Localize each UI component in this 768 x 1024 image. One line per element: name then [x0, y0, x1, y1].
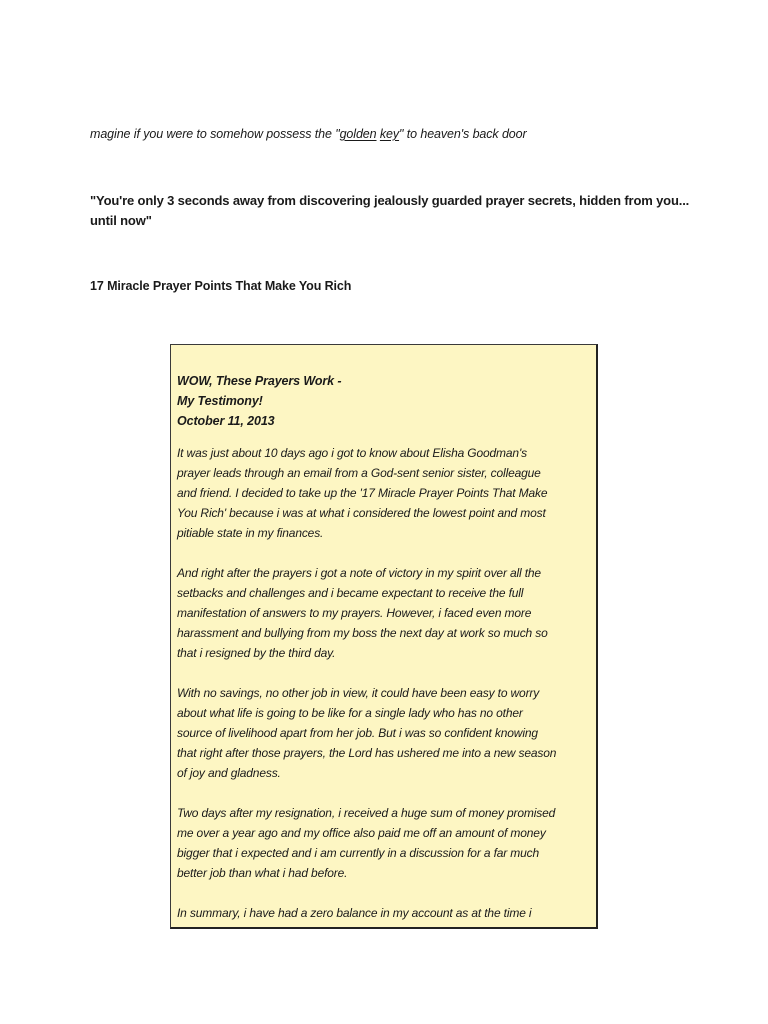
golden-link[interactable]: golden [339, 127, 377, 141]
paragraph-line: In summary, i have had a zero balance in my account as at the time i [177, 906, 532, 920]
testimony-paragraph-4 [177, 803, 587, 883]
paragraph-line: prayer leads through an email from a God-sent senior sister, colleague [177, 466, 541, 480]
paragraph-line: setbacks and challenges and i became expectant to receive the full [177, 586, 524, 600]
testimony-paragraph-1 [177, 443, 587, 543]
testimony-paragraph-2 [177, 563, 587, 663]
paragraph-line: better job than what i had before. [177, 866, 348, 880]
paragraph-line: harassment and bullying from my boss the next day at work so much so [177, 626, 548, 640]
paragraph-line: With no savings, no other job in view, it could have been easy to worry [177, 686, 540, 700]
testimony-box [170, 344, 598, 929]
paragraph-line: manifestation of answers to my prayers. However, i faced even more [177, 606, 532, 620]
intro-text-end: " to heaven's back door [399, 127, 527, 141]
headline-line-1: "You're only 3 seconds away from discovering jealously guarded prayer secrets, hidden from you... [90, 193, 690, 208]
key-link[interactable]: key [379, 127, 400, 141]
paragraph-line: and friend. I decided to take up the '17 Miracle Prayer Points That Make [177, 486, 548, 500]
paragraph-line: that right after those prayers, the Lord has ushered me into a new season [177, 746, 557, 760]
headline-line-2: until now" [90, 213, 152, 228]
paragraph-line: that i resigned by the third day. [177, 646, 336, 660]
testimony-body [177, 443, 587, 929]
testimony-subtitle: My Testimony! [177, 394, 263, 408]
paragraph-line: You Rich' because i was at what i considered the lowest point and most [177, 506, 546, 520]
paragraph-line: pitiable state in my finances. [177, 526, 324, 540]
paragraph-line: And right after the prayers i got a note of victory in my spirit over all the [177, 566, 541, 580]
testimony-title: WOW, These Prayers Work - [177, 374, 342, 388]
testimony-date: October 11, 2013 [177, 414, 275, 428]
headline [90, 191, 690, 231]
intro-line [90, 125, 710, 143]
paragraph-line: It was just about 10 days ago i got to know about Elisha Goodman's [177, 446, 527, 460]
testimony-paragraph-5 [177, 903, 587, 923]
paragraph-line: of joy and gladness. [177, 766, 281, 780]
paragraph-line: source of livelihood apart from her job. But i was so confident knowing [177, 726, 538, 740]
intro-text-start: magine if you were to somehow possess the " [90, 127, 340, 141]
subhead: 17 Miracle Prayer Points That Make You Rich [90, 279, 352, 293]
testimony-paragraph-3 [177, 683, 587, 783]
paragraph-line: me over a year ago and my office also paid me off an amount of money [177, 826, 546, 840]
paragraph-line: bigger that i expected and i am currently in a discussion for a far much [177, 846, 540, 860]
paragraph-line: about what life is going to be like for a single lady who has no other [177, 706, 523, 720]
testimony-header [177, 371, 341, 431]
paragraph-line: Two days after my resignation, i received a huge sum of money promised [177, 806, 556, 820]
